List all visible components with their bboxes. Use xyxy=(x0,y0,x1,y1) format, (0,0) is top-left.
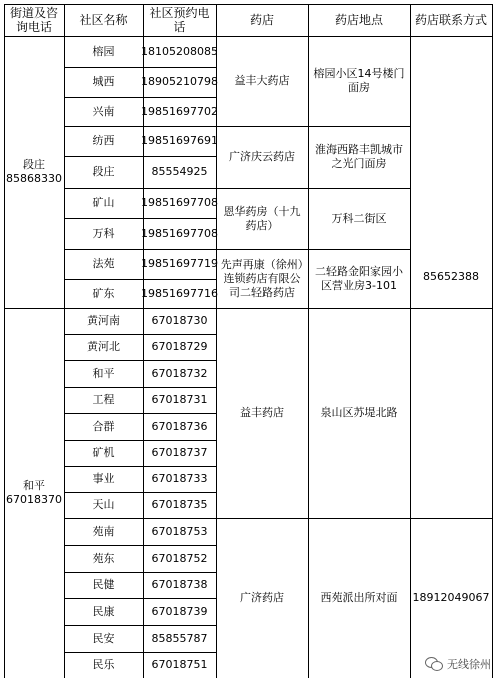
community-name: 矿东 xyxy=(92,286,115,300)
community-phone: 19851697702 xyxy=(141,104,218,118)
watermark xyxy=(425,656,491,672)
wechat-icon xyxy=(425,657,443,671)
header-street-label: 街道及咨询电话 xyxy=(9,6,58,34)
street-name: 段庄 xyxy=(23,158,45,171)
community-name: 苑南 xyxy=(92,524,115,538)
pharmacy-contact: 85652388 xyxy=(423,270,479,283)
header-community xyxy=(64,4,143,36)
street-name: 和平 xyxy=(23,479,45,492)
community-name: 民乐 xyxy=(92,658,115,671)
pharmacy-name: 益丰药店 xyxy=(240,406,284,419)
community-phone: 67018753 xyxy=(151,524,208,538)
pharmacy-table xyxy=(4,4,493,678)
community-phone: 67018736 xyxy=(151,419,208,433)
community-name: 民安 xyxy=(92,631,115,645)
community-phone: 18905210798 xyxy=(141,75,218,88)
community-name: 城西 xyxy=(92,75,115,88)
community-name: 事业 xyxy=(92,472,115,485)
community-name: 和平 xyxy=(92,366,115,380)
pharmacy-name: 恩华药房（十九药店） xyxy=(223,204,301,232)
community-name: 苑东 xyxy=(92,551,115,565)
pharmacy-location: 泉山区苏堤北路 xyxy=(320,406,398,419)
street-cell xyxy=(4,308,64,678)
street-phone: 85868330 xyxy=(6,172,62,185)
community-phone: 67018729 xyxy=(151,340,208,353)
community-name: 段庄 xyxy=(92,165,115,178)
header-phone xyxy=(143,4,216,36)
community-phone: 85554925 xyxy=(151,165,208,178)
pharmacy-name: 广济庆云药店 xyxy=(229,150,295,163)
community-name: 榕园 xyxy=(92,44,115,58)
street-cell xyxy=(4,36,64,308)
community-name: 法苑 xyxy=(92,257,115,270)
pharmacy-location: 西苑派出所对面 xyxy=(320,591,398,604)
community-name: 民健 xyxy=(92,578,115,591)
pharmacy-name: 广济药店 xyxy=(240,591,284,604)
community-phone: 19851697691 xyxy=(141,134,218,147)
community-name: 黄河南 xyxy=(87,314,120,327)
community-phone: 67018733 xyxy=(151,472,208,485)
community-phone: 67018739 xyxy=(151,604,208,618)
header-location xyxy=(308,4,410,36)
street-phone: 67018370 xyxy=(6,493,62,506)
community-name: 工程 xyxy=(92,393,115,406)
community-phone: 67018730 xyxy=(151,314,208,327)
pharmacy-location: 万科二街区 xyxy=(331,211,387,225)
community-name: 纺西 xyxy=(92,134,115,147)
header-contact-label: 药店联系方式 xyxy=(414,13,487,27)
header-pharmacy xyxy=(216,4,308,36)
community-name: 万科 xyxy=(92,226,115,240)
community-name: 黄河北 xyxy=(87,340,120,353)
community-phone: 67018751 xyxy=(151,658,208,671)
community-phone: 19851697708 xyxy=(141,226,218,240)
community-phone: 67018738 xyxy=(151,578,208,591)
header-contact xyxy=(410,4,492,36)
header-pharmacy-label: 药店 xyxy=(249,13,274,27)
community-phone: 85855787 xyxy=(151,631,208,645)
header-street xyxy=(4,4,64,36)
community-name: 民康 xyxy=(92,604,115,618)
pharmacy-location: 榕园小区14号楼门面房 xyxy=(313,67,405,94)
community-name: 兴南 xyxy=(92,104,115,118)
community-phone: 19851697716 xyxy=(141,286,218,300)
community-phone: 67018735 xyxy=(151,498,208,511)
header-location-label: 药店地点 xyxy=(334,13,383,27)
community-phone: 19851697708 xyxy=(141,196,218,209)
header-phone-label: 社区预约电话 xyxy=(149,6,210,34)
community-phone: 67018752 xyxy=(151,551,208,565)
pharmacy-location: 二轻路金阳家园小区营业房3-101 xyxy=(315,264,403,292)
pharmacy-name: 先声再康（徐州）连锁药店有限公司二轻路药店 xyxy=(220,257,304,299)
community-phone: 19851697719 xyxy=(141,257,218,270)
community-name: 矿山 xyxy=(92,196,115,209)
community-phone: 18105208085 xyxy=(141,44,218,58)
header-community-label: 社区名称 xyxy=(79,13,128,27)
community-name: 天山 xyxy=(92,498,115,511)
community-name: 合群 xyxy=(92,419,115,433)
pharmacy-contact: 18912049067 xyxy=(412,591,490,604)
community-name: 矿机 xyxy=(92,446,115,459)
pharmacy-name: 益丰大药店 xyxy=(234,74,290,87)
pharmacy-location: 淮海西路丰凯城市之光门面房 xyxy=(315,143,403,170)
community-phone: 67018731 xyxy=(151,393,208,406)
community-phone: 67018737 xyxy=(151,446,208,459)
watermark-text: 无线徐州 xyxy=(447,658,491,671)
community-phone: 67018732 xyxy=(151,366,208,380)
